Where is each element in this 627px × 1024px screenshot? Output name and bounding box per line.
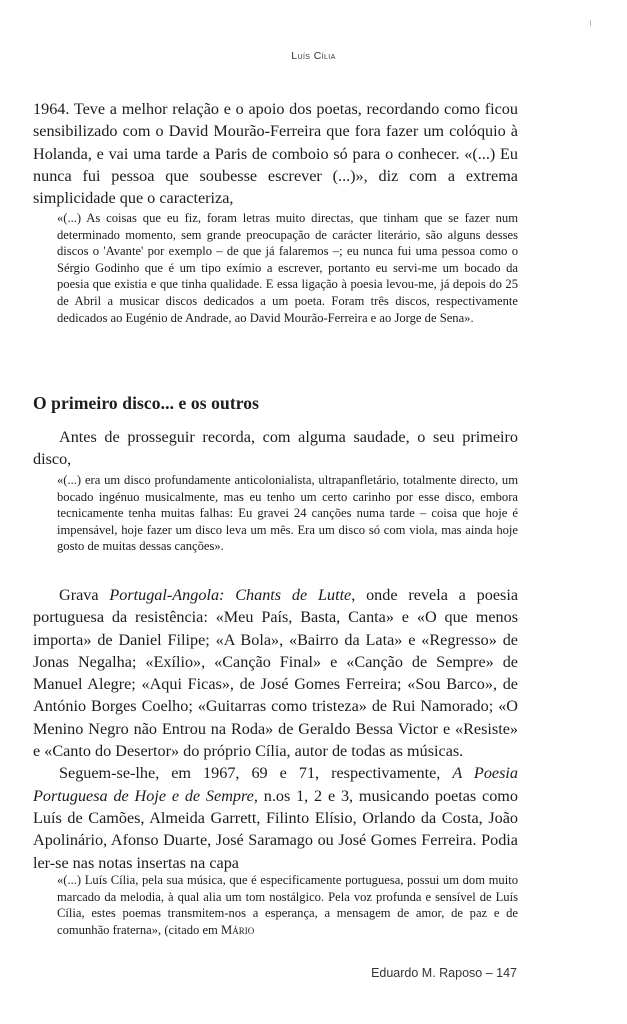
opening-paragraph xyxy=(33,98,518,209)
block-quote-1 xyxy=(57,210,518,326)
intro-paragraph xyxy=(33,426,518,471)
page-footer: Eduardo M. Raposo – 147 xyxy=(371,966,517,980)
intro-text: Antes de prosseguir recorda, com alguma saudade, o seu primeiro disco, xyxy=(33,428,518,469)
section-heading: O primeiro disco... e os outros xyxy=(33,393,260,413)
block-quote-3 xyxy=(57,872,518,938)
paragraph-seguem: Seguem-se-lhe, em 1967, 69 e 71, respectivamente, A Poesia Portuguesa de Hoje e de Sempre, n.os 1, 2 e 3, musicando poetas como Luís de Camões, Almeida Garrett, Filinto Elísio, Orlando da Costa, João Apolinário, Afonso Duarte, José Saramago ou José Gomes Ferreira. Podia ler-se nas notas insertas na capa xyxy=(33,764,518,872)
citation-name: Mário xyxy=(221,922,255,937)
quote-text: «(...) Luís Cília, pela sua música, que é especificamente portuguesa, possui um dom muito marcado da melodia, à qual alia um tom nostálgico. Pela voz profunda e sensível de Luís Cília, estes poemas transmitem-nos a esperança, a mensagem de amor, de paz e de comunhão fraterna», (citado em Mário xyxy=(57,873,518,937)
block-quote-2 xyxy=(57,472,518,555)
album-series-title: A Poesia Portuguesa de Hoje e de Sempre, xyxy=(33,764,518,805)
running-header: Luís Cília xyxy=(291,50,336,62)
discography-paragraphs xyxy=(33,584,518,874)
quote-text: «(...) era um disco profundamente anticolonialista, ultrapanfletário, totalmente directo, um bocado ingénuo musicalmente, mas eu tenho um certo carinho por esse disco, embora tecnicamente tenha muitas falhas: Eu gravei 24 canções numa tarde – coisa que hoje é impensável, hoje fazer um disco leva um mês. Era um disco só com viola, mas ainda hoje gosto de muitas dessas canções». xyxy=(57,473,518,554)
margin-mark xyxy=(590,20,591,26)
album-title: Portugal-Angola: Chants de Lutte xyxy=(109,586,352,604)
paragraph-grava: Grava Portugal-Angola: Chants de Lutte, onde revela a poesia portuguesa da resistência: «Meu País, Basta, Canta» e «O que menos importa» de Daniel Filipe; «A Bola», «Bairro da Lata» e «Regresso» de Jonas Negalha; «Exílio», «Canção Final» e «Canção de Sempre» de Manuel Alegre; «Aqui Ficas», de José Gomes Ferreira; «Sou Barco», de António Borges Coelho; «Guitarras como tristeza» de Rui Namorado; «O Menino Negro não Entrou na Roda» de Geraldo Bessa Victor e «Resiste» e «Canto do Desertor» do próprio Cília, autor de todas as músicas. xyxy=(33,586,519,761)
paragraph-text: 1964. Teve a melhor relação e o apoio dos poetas, recordando como ficou sensibilizado com o David Mourão-Ferreira que fora fazer um colóquio à Holanda, e vai uma tarde a Paris de comboio só para o conhecer. «(...) Eu nunca fui pessoa que soubesse escrever (...)», diz com a extrema simplicidade que o caracteriza, xyxy=(33,100,518,208)
quote-text: «(...) As coisas que eu fiz, foram letras muito directas, que tinham que se fazer num determinado momento, sem grande preocupação de carácter literário, são alguns desses discos o 'Avante' por exemplo – de que já falaremos –; eu nunca fui uma pessoa como o Sérgio Godinho que é um tipo exímio a escrever, portanto eu servi-me um bocado da poesia que existia e que tinha qualidade. E essa ligação à poesia levou-me, já depois do 25 de Abril a musicar discos dedicados a um poeta. Foram três discos, respectivamente dedicados ao Eugénio de Andrade, ao David Mourão-Ferreira e ao Jorge de Sena». xyxy=(57,211,518,325)
